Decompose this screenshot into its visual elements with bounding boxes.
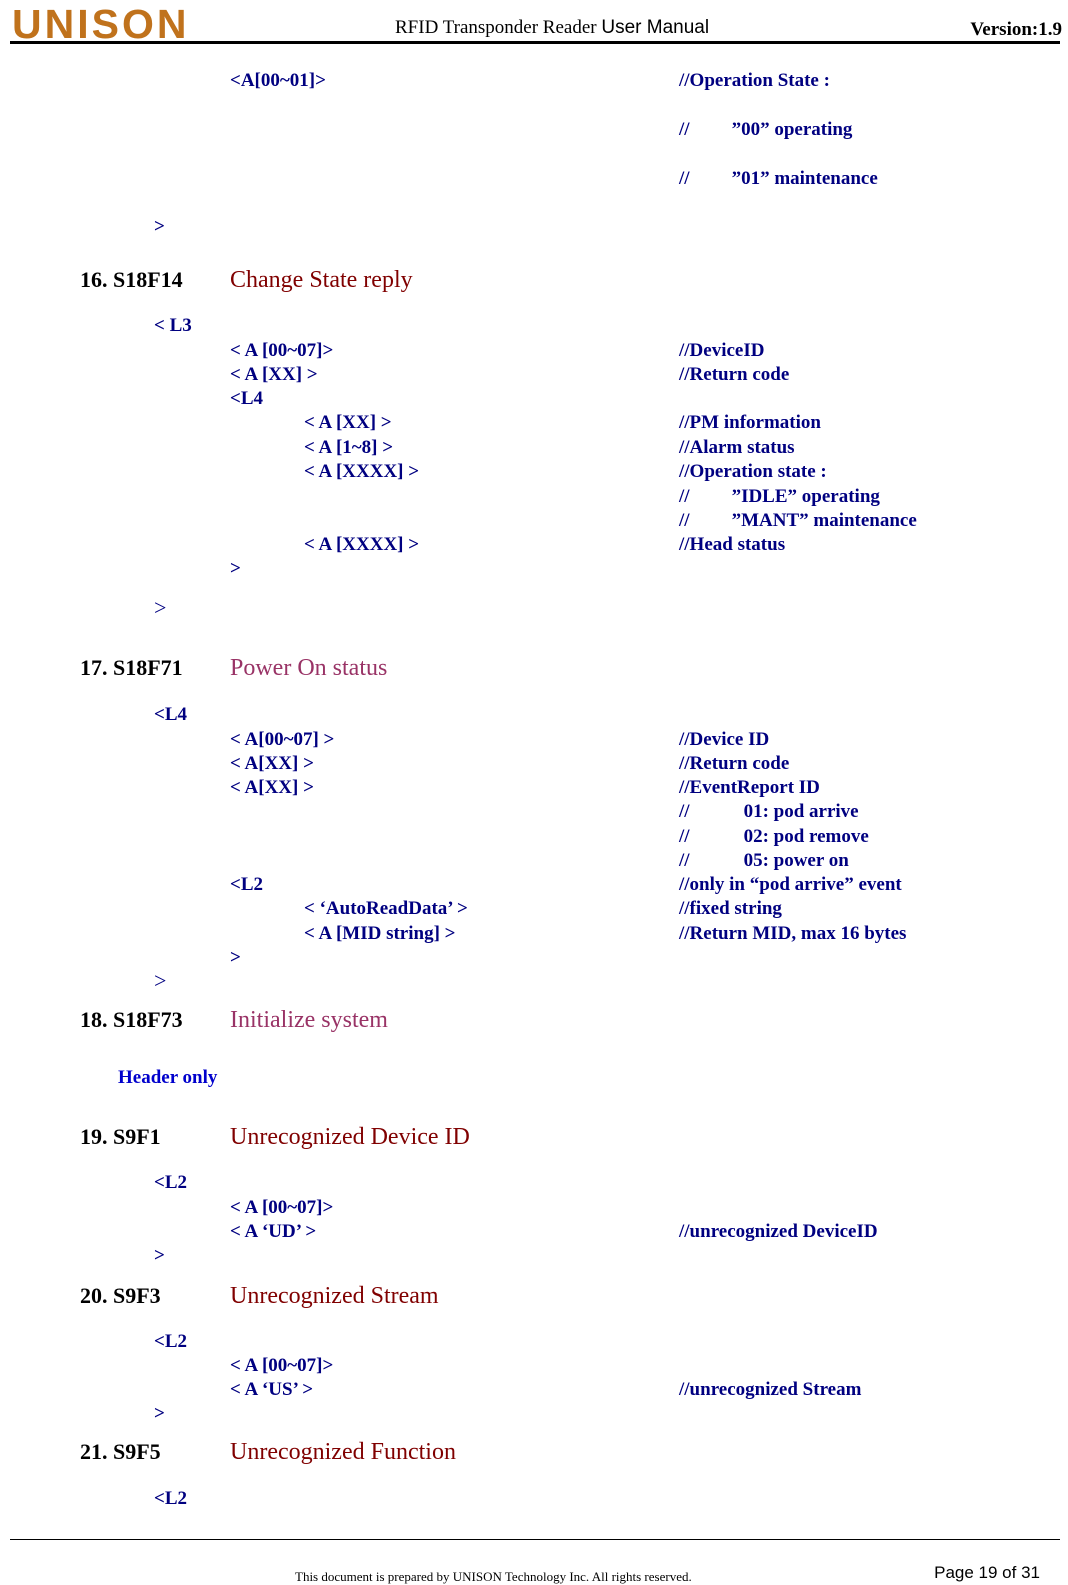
code-comment: //Operation state :: [679, 461, 827, 482]
section-number: 16. S18F14: [80, 267, 183, 292]
code-comment: [679, 826, 869, 848]
code-close: >: [154, 1245, 165, 1266]
comment-slash: //: [679, 826, 690, 847]
code-line: < L3: [154, 315, 192, 336]
document-title-serif: RFID Transponder Reader: [395, 17, 602, 38]
section-title: Change State reply: [230, 267, 413, 293]
code-comment: //Device ID: [679, 729, 770, 750]
code-comment: [679, 168, 878, 190]
code-line: < A [00~07]>: [230, 1355, 334, 1376]
code-line: < A [XXXX] >: [304, 534, 420, 555]
code-line: < A [00~07]>: [230, 340, 334, 361]
section-title: Unrecognized Stream: [230, 1283, 439, 1309]
comment-text: 02: pod remove: [743, 826, 869, 847]
code-comment: //unrecognized DeviceID: [679, 1221, 878, 1242]
code-close: >: [230, 558, 241, 579]
code-comment: //EventReport ID: [679, 777, 820, 798]
header-only-note: Header only: [118, 1067, 218, 1088]
code-comment: [679, 850, 849, 872]
code-comment: [679, 486, 880, 508]
section-title: Initialize system: [230, 1007, 388, 1033]
code-close: >: [154, 216, 165, 237]
code-comment: //Alarm status: [679, 437, 795, 458]
code-close: >: [154, 1403, 165, 1424]
code-close: >: [154, 968, 167, 993]
code-comment: //Head status: [679, 534, 786, 555]
code-line: < A ‘US’ >: [230, 1379, 314, 1400]
code-comment: //Return MID, max 16 bytes: [679, 923, 907, 944]
code-line: <L2: [154, 1331, 187, 1352]
code-line: < A [XX] >: [230, 364, 318, 385]
comment-slash: //: [679, 510, 690, 531]
section-title: Unrecognized Function: [230, 1439, 456, 1465]
code-comment: [679, 801, 859, 823]
code-line: <L2: [154, 1172, 187, 1193]
code-line: < ‘AutoReadData’ >: [304, 898, 468, 919]
code-line: <L4: [230, 388, 263, 409]
code-line: < A[XX] >: [230, 777, 314, 798]
comment-text: 05: power on: [743, 850, 849, 871]
code-comment: //Return code: [679, 364, 790, 385]
code-comment: //PM information: [679, 412, 821, 433]
code-line: < A ‘UD’ >: [230, 1221, 317, 1242]
section-title: Power On status: [230, 655, 388, 681]
comment-slash: //: [679, 850, 690, 871]
code-close: >: [230, 947, 241, 968]
code-comment: //fixed string: [679, 898, 782, 919]
version-label: Version:1.9: [970, 19, 1062, 40]
section-number: 19. S9F1: [80, 1124, 161, 1149]
code-line: < A[00~07] >: [230, 729, 335, 750]
comment-text: 01: pod arrive: [743, 801, 859, 822]
header-rule: [10, 41, 1060, 44]
comment-text: ”MANT” maintenance: [731, 510, 917, 531]
code-comment: [679, 510, 917, 532]
code-line: <L4: [154, 704, 187, 725]
code-comment: [679, 119, 852, 141]
section-title: Unrecognized Device ID: [230, 1124, 470, 1150]
code-line: <L2: [230, 874, 263, 895]
code-comment: //unrecognized Stream: [679, 1379, 862, 1400]
code-comment: //Return code: [679, 753, 790, 774]
document-title: [395, 17, 709, 39]
section-number: 20. S9F3: [80, 1283, 161, 1308]
section-number: 18. S18F73: [80, 1007, 183, 1032]
comment-slash: //: [679, 168, 690, 189]
comment-slash: //: [679, 486, 690, 507]
code-line: < A [MID string] >: [304, 923, 456, 944]
comment-text: ”01” maintenance: [731, 168, 878, 189]
section-number: 21. S9F5: [80, 1439, 161, 1464]
comment-slash: //: [679, 119, 690, 140]
code-line: < A[XX] >: [230, 753, 314, 774]
code-comment: //only in “pod arrive” event: [679, 874, 902, 895]
code-line: < A [00~07]>: [230, 1197, 334, 1218]
comment-slash: //: [679, 801, 690, 822]
code-close: >: [154, 595, 167, 620]
comment-text: ”00” operating: [731, 119, 853, 140]
copyright-note: This document is prepared by UNISON Technology Inc. All rights reserved.: [295, 1569, 692, 1584]
document-title-sans: User Manual: [601, 17, 710, 38]
code-line: < A [XX] >: [304, 412, 392, 433]
unison-logo: UNISON: [12, 1, 190, 47]
footer-rule: [10, 1539, 1060, 1540]
section-number: 17. S18F71: [80, 655, 183, 680]
code-line: < A [XXXX] >: [304, 461, 420, 482]
code-line: <L2: [154, 1488, 187, 1509]
code-line: < A [1~8] >: [304, 437, 394, 458]
comment-text: ”IDLE” operating: [731, 486, 880, 507]
page-number: Page 19 of 31: [934, 1563, 1040, 1582]
code-comment: //Operation State :: [679, 70, 830, 91]
code-comment: //DeviceID: [679, 340, 765, 361]
code-line: <A[00~01]>: [230, 70, 326, 91]
